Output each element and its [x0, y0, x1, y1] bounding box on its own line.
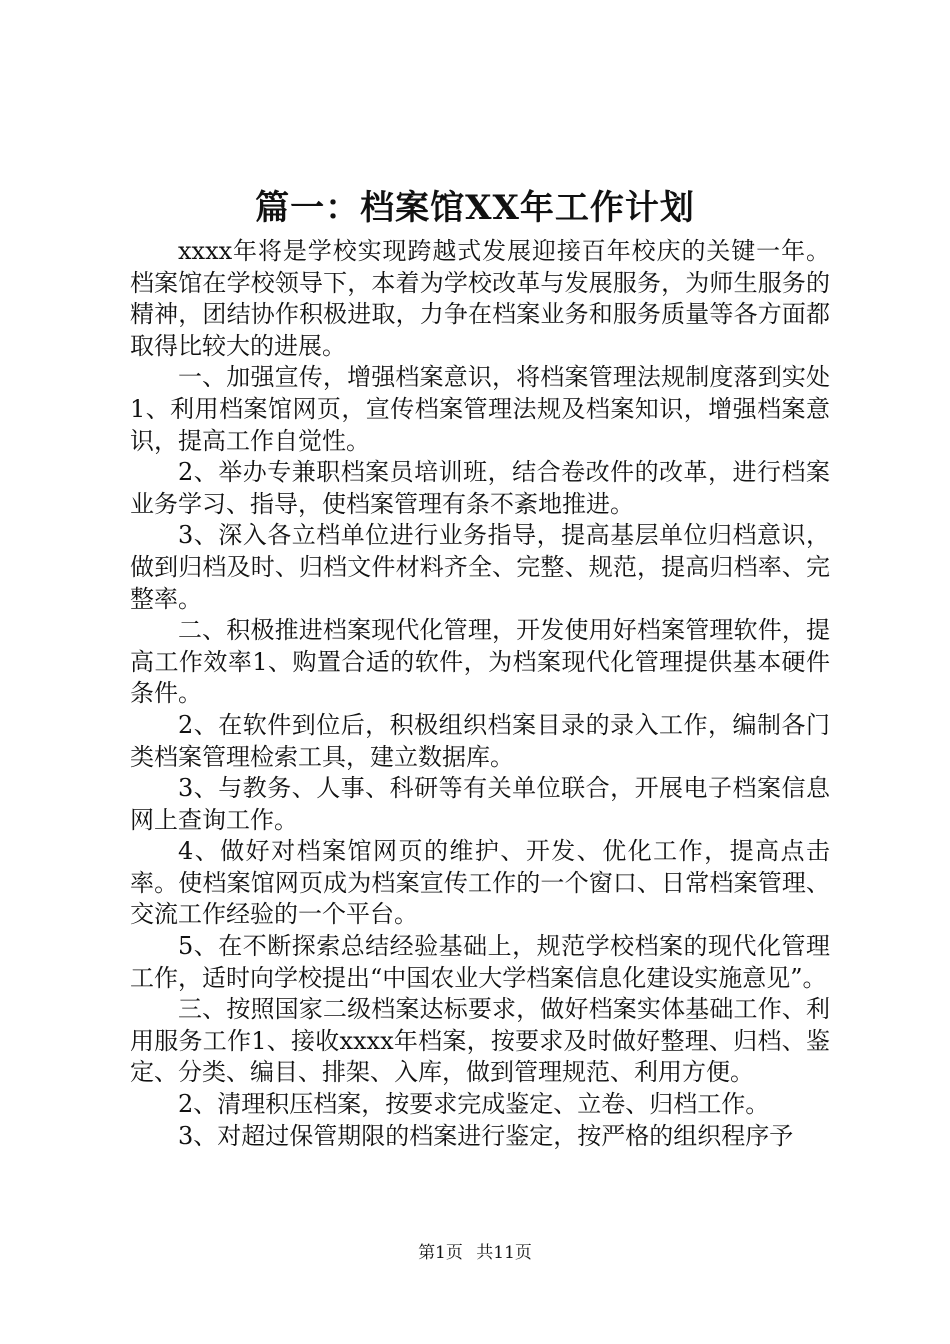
page-title: 篇一：档案馆XX年工作计划	[255, 188, 695, 228]
paragraph: 2、举办专兼职档案员培训班，结合卷改件的改革，进行档案业务学习、指导，使档案管理有条不紊地推进。	[130, 458, 830, 518]
paragraph: 3、与教务、人事、科研等有关单位联合，开展电子档案信息网上查询工作。	[130, 774, 830, 834]
paragraph: 5、在不断探索总结经验基础上，规范学校档案的现代化管理工作，适时向学校提出“中国农业大学档案信息化建设实施意见”。	[130, 932, 830, 992]
paragraph: 3、深入各立档单位进行业务指导，提高基层单位归档意识，做到归档及时、归档文件材料齐全、完整、规范，提高归档率、完整率。	[130, 521, 830, 613]
paragraph: xxxx年将是学校实现跨越式发展迎接百年校庆的关键一年。档案馆在学校领导下，本着为学校改革与发展服务，为师生服务的精神，团结协作积极进取，力争在档案业务和服务质量等各方面都取得比较大的进展。	[130, 237, 830, 360]
paragraph: 一、加强宣传，增强档案意识，将档案管理法规制度落到实处1、利用档案馆网页，宣传档案管理法规及档案知识，增强档案意识，提高工作自觉性。	[130, 363, 830, 455]
paragraph: 三、按照国家二级档案达标要求，做好档案实体基础工作、利用服务工作1、接收xxxx年档案，按要求及时做好整理、归档、鉴定、分类、编目、排架、入库，做到管理规范、利用方便。	[130, 995, 830, 1087]
page-footer	[0, 1242, 950, 1264]
paragraph: 2、在软件到位后，积极组织档案目录的录入工作，编制各门类档案管理检索工具，建立数据库。	[130, 710, 830, 771]
paragraph: 2、清理积压档案，按要求完成鉴定、立卷、归档工作。	[178, 1090, 770, 1119]
paragraph: 4、做好对档案馆网页的维护、开发、优化工作，提高点击率。使档案馆网页成为档案宣传工作的一个窗口、日常档案管理、交流工作经验的一个平台。	[130, 837, 830, 929]
paragraph: 二、积极推进档案现代化管理，开发使用好档案管理软件，提高工作效率1、购置合适的软件，为档案现代化管理提供基本硬件条件。	[130, 616, 830, 708]
page-total: 共11页	[476, 1243, 532, 1263]
document-body	[130, 236, 830, 1152]
paragraph: 3、对超过保管期限的档案进行鉴定，按严格的组织程序予	[178, 1121, 794, 1150]
page-number: 第1页	[418, 1243, 463, 1263]
